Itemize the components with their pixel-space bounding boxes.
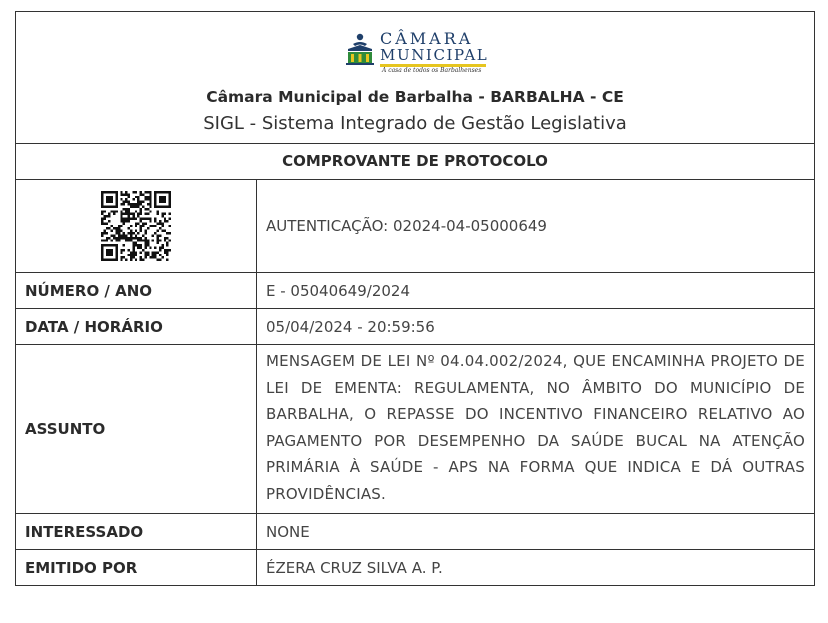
table-row — [16, 273, 814, 309]
table-row — [16, 550, 814, 586]
receipt-title: COMPROVANTE DE PROTOCOLO — [16, 144, 814, 180]
system-name: SIGL - Sistema Integrado de Gestão Legislativa — [203, 113, 627, 134]
row-value-emitido-por: ÉZERA CRUZ SILVA A. P. — [257, 550, 815, 586]
logo-tagline: A casa de todos os Barbalhenses — [382, 67, 482, 74]
table-row — [16, 514, 814, 550]
row-value-data-horario: 05/04/2024 - 20:59:56 — [257, 309, 815, 345]
row-value-interessado: NONE — [257, 514, 815, 550]
table-row — [16, 180, 814, 273]
camara-municipal-emblem-icon — [344, 32, 376, 66]
protocol-table — [16, 180, 814, 585]
document-header — [16, 12, 814, 144]
row-label-numero-ano: NÚMERO / ANO — [16, 273, 257, 309]
row-label-assunto: ASSUNTO — [16, 345, 257, 514]
table-row — [16, 309, 814, 345]
qr-code-icon — [101, 191, 171, 261]
logo-word-municipal: MUNICIPAL — [380, 46, 489, 64]
table-row — [16, 345, 814, 514]
institution-name: Câmara Municipal de Barbalha - BARBALHA - CE — [206, 88, 624, 106]
logo-word-camara: CÂMARA — [380, 29, 474, 48]
authentication-code: AUTENTICAÇÃO: 02024-04-05000649 — [266, 217, 547, 235]
camara-logo — [344, 30, 494, 76]
row-label-interessado: INTERESSADO — [16, 514, 257, 550]
row-value-numero-ano: E - 05040649/2024 — [257, 273, 815, 309]
qr-cell — [16, 180, 257, 273]
protocol-receipt — [15, 11, 815, 586]
row-value-assunto: MENSAGEM DE LEI Nº 04.04.002/2024, QUE ENCAMINHA PROJETO DE LEI DE EMENTA: REGULAMENTA, NO ÂMBITO DO MUNICÍPIO DE BARBALHA, O REPASSE DO INCENTIVO FINANCEIRO RELATIVO AO PAGAMENTO POR DESEMPENHO DA SAÚDE BUCAL NA ATENÇÃO PRIMÁRIA À SAÚDE - APS NA FORMA QUE INDICA E DÁ OUTRAS PROVIDÊNCIAS. — [257, 345, 815, 514]
row-label-data-horario: DATA / HORÁRIO — [16, 309, 257, 345]
row-label-emitido-por: EMITIDO POR — [16, 550, 257, 586]
